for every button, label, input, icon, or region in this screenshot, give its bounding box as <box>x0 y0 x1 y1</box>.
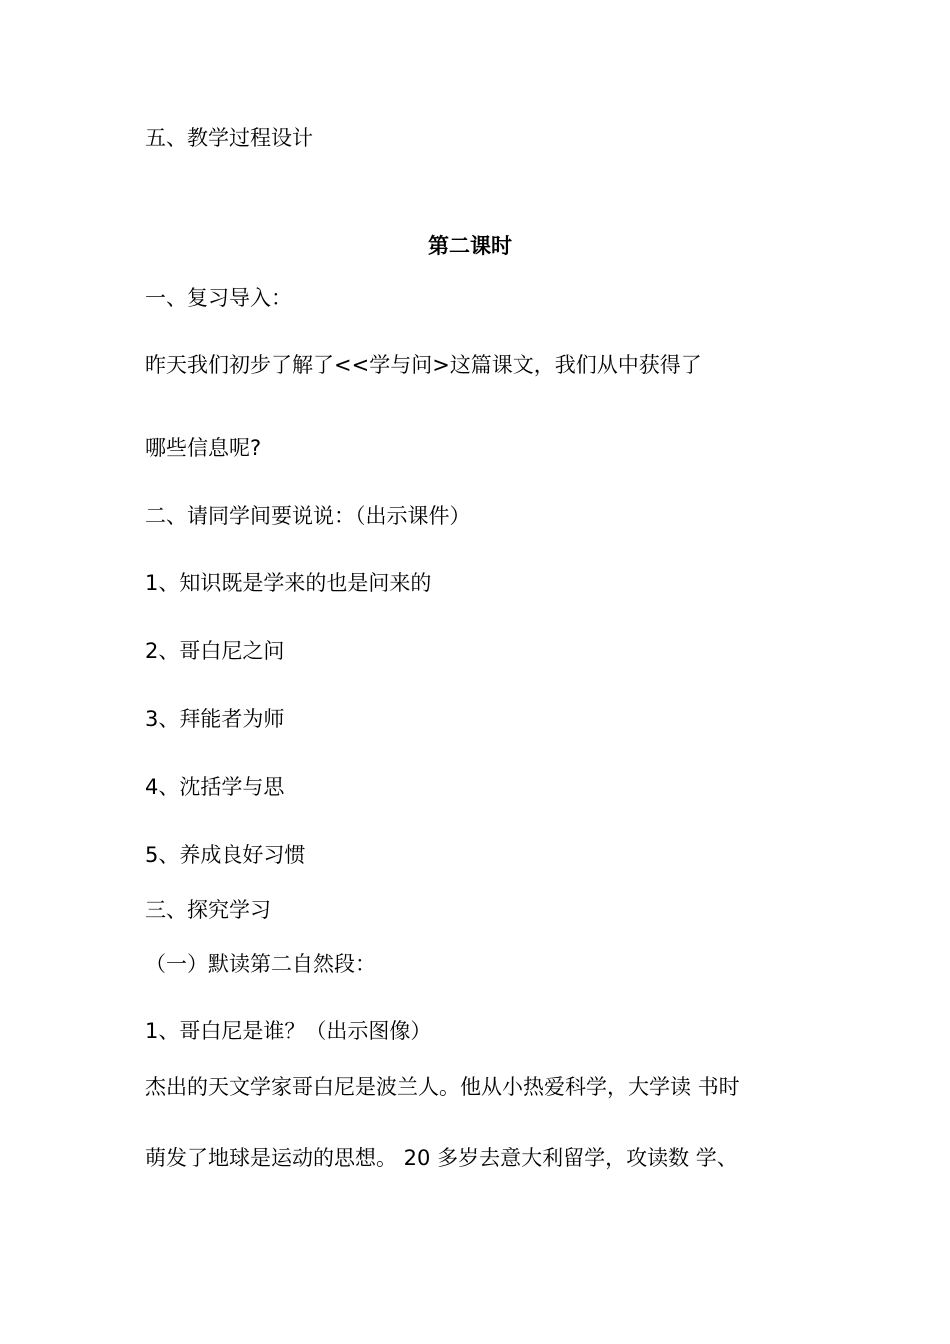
paragraph-line2: 萌发了地球是运动的思想。 20 多岁去意大利留学，攻读数 学、 <box>145 1146 738 1170</box>
list-item: 5、养成良好习惯 <box>145 843 306 867</box>
review-text-line2: 哪些信息呢? <box>145 436 262 460</box>
lesson-title: 第二课时 <box>428 234 512 258</box>
list-item: 2、哥白尼之问 <box>145 639 285 663</box>
question-1: 1、哥白尼是谁？（出示图像） <box>145 1019 432 1043</box>
discuss-heading: 二、请同学间要说说：（出示课件） <box>145 504 471 528</box>
sub-heading: （一）默读第二自然段： <box>145 952 376 976</box>
paragraph-line1: 杰出的天文学家哥白尼是波兰人。他从小热爱科学，大学读 书时 <box>145 1075 740 1099</box>
explore-heading: 三、探究学习 <box>145 898 271 922</box>
review-text-line1: 昨天我们初步了解了<<学与问>这篇课文，我们从中获得了 <box>145 353 702 377</box>
list-item: 1、知识既是学来的也是问来的 <box>145 571 432 595</box>
section5-heading: 五、教学过程设计 <box>145 126 313 150</box>
list-item: 4、沈括学与思 <box>145 775 285 799</box>
list-item: 3、拜能者为师 <box>145 707 285 731</box>
review-heading: 一、复习导入： <box>145 286 292 310</box>
